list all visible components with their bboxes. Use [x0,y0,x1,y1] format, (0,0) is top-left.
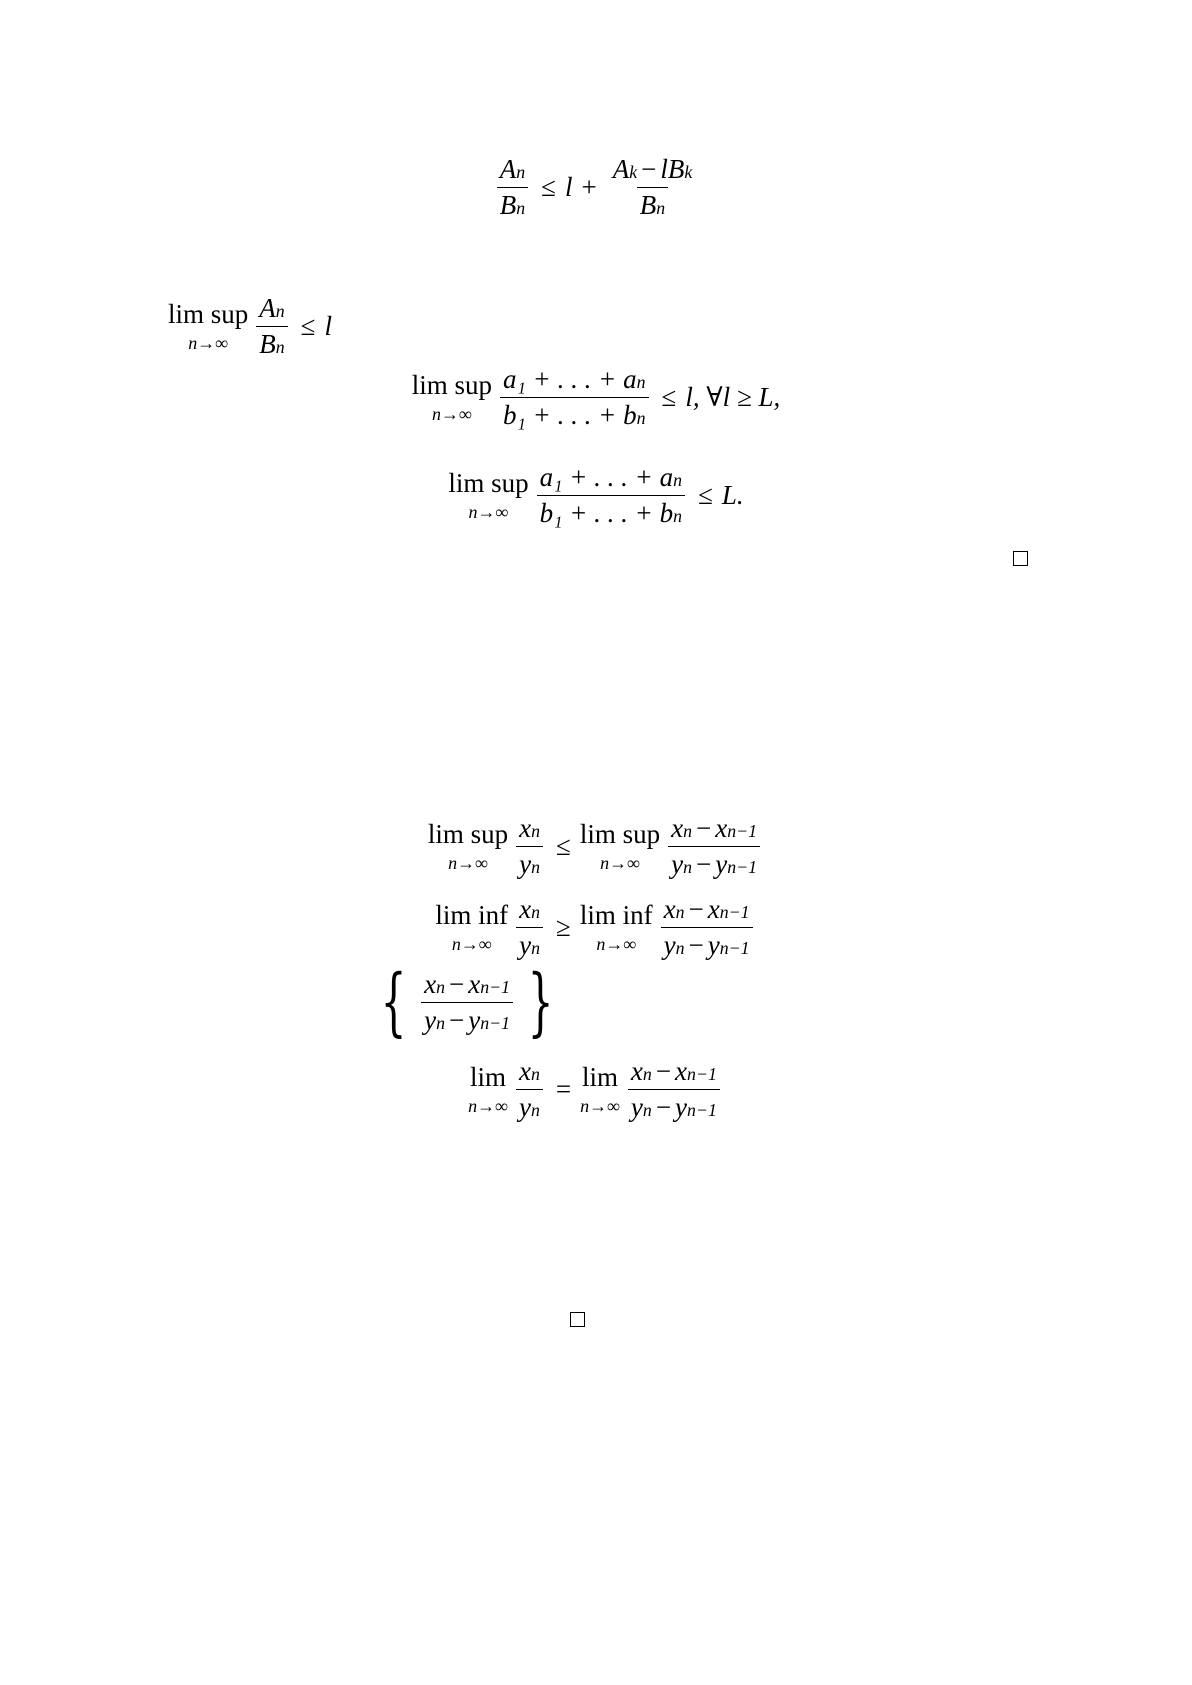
relation-le: ≤ [556,831,571,861]
fraction-x-over-y: x n y n [516,815,543,878]
relation-le: ≤ [698,480,713,510]
fraction-a-over-b: A n B n [256,295,287,358]
rhs: l [324,311,333,341]
rhs: l, ∀l ≥ L, [685,382,781,412]
equation-5 [0,815,1192,878]
fraction-differences: x n − x n−1 y n − y n−1 [668,815,760,878]
fraction-sums: a₁ + . . . + a n b₁ + . . . + b n [537,464,685,527]
equation-6 [0,896,1192,959]
equation-1 [0,156,1192,219]
plus-sign: + [581,172,597,202]
relation-le: ≤ [661,382,677,412]
lim-operator: lim n→∞ [580,1062,620,1116]
right-brace: } [527,959,554,1045]
left-brace: { [380,959,407,1045]
fraction-sums: a₁ + . . . + a n b₁ + . . . + b n [500,366,648,429]
equation-2 [168,295,332,358]
liminf-operator: lim inf n→∞ [435,900,509,954]
limsup-operator: lim sup n→∞ [411,370,493,424]
fraction-remainder: A k − lB k B n [612,154,693,220]
equation-3 [0,366,1192,429]
fraction-x-over-y: x n y n [516,1058,543,1121]
relation-eq: = [555,1074,572,1104]
qed-symbol [1013,551,1028,566]
liminf-operator: lim inf n→∞ [579,900,653,954]
relation-ge: ≥ [556,912,571,942]
fraction-differences: x n − x n−1 y n − y n−1 [661,896,753,959]
equation-7 [370,959,564,1045]
relation-le: ≤ [300,311,316,341]
limsup-operator: lim sup n→∞ [427,819,509,873]
relation-le: ≤ [541,172,556,202]
lim-operator: lim n→∞ [468,1062,508,1116]
fraction-a-over-b: A n B n [497,156,528,219]
fraction-differences: x n − x n−1 y n − y n−1 [421,971,513,1034]
limsup-operator: lim sup n→∞ [579,819,661,873]
qed-symbol [570,1312,585,1327]
equation-4 [0,464,1192,527]
equation-8 [0,1058,1192,1121]
fraction-differences: x n − x n−1 y n − y n−1 [628,1058,720,1121]
limsup-operator: lim sup n→∞ [168,299,249,353]
limsup-operator: lim sup n→∞ [448,468,529,522]
var-l: l [564,172,573,202]
fraction-x-over-y: x n y n [516,896,543,959]
rhs: L. [721,480,744,510]
